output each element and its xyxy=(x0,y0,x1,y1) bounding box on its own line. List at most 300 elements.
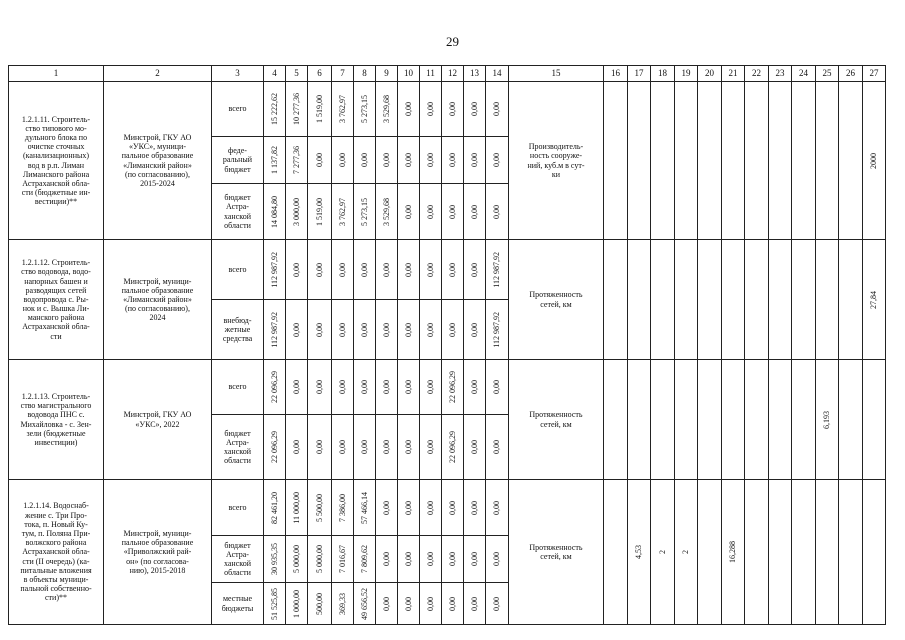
funding-row xyxy=(9,360,886,415)
funding-cell xyxy=(420,240,442,300)
column-number: 15 xyxy=(509,66,604,82)
funding-cell xyxy=(354,240,376,300)
column-number: 17 xyxy=(628,66,651,82)
funding-value: 0,00 xyxy=(425,102,435,116)
funding-value: 112 987,92 xyxy=(492,311,502,348)
funding-value: 0,00 xyxy=(492,500,502,515)
funding-cell xyxy=(308,184,332,240)
column-number: 11 xyxy=(420,66,442,82)
funding-source: всего xyxy=(212,82,264,137)
funding-value: 0,00 xyxy=(492,596,502,611)
funding-cell xyxy=(486,480,509,536)
indicator-year-cell xyxy=(628,82,651,240)
funding-cell xyxy=(354,184,376,240)
funding-cell xyxy=(442,82,464,137)
funding-cell xyxy=(286,480,308,536)
funding-cell xyxy=(398,184,420,240)
funding-value: 0,00 xyxy=(359,380,369,394)
indicator-year-cell xyxy=(816,480,839,625)
indicator-year-cell xyxy=(745,240,769,360)
funding-value: 0,00 xyxy=(291,440,301,454)
page-number: 29 xyxy=(446,34,459,49)
funding-value: 5 273,15 xyxy=(359,197,369,226)
funding-value: 0,00 xyxy=(492,440,502,454)
funding-cell xyxy=(464,480,486,536)
funding-source: всего xyxy=(212,240,264,300)
funding-value: 5 273,15 xyxy=(359,95,369,123)
funding-value: 0,00 xyxy=(403,102,413,116)
column-number: 18 xyxy=(651,66,675,82)
funding-value: 0,00 xyxy=(492,102,502,116)
funding-source: местные бюджеты xyxy=(212,583,264,625)
funding-cell xyxy=(420,480,442,536)
funding-value: 112 987,92 xyxy=(269,311,279,348)
funding-cell xyxy=(376,415,398,480)
funding-cell xyxy=(354,415,376,480)
funding-cell xyxy=(464,82,486,137)
funding-row xyxy=(9,240,886,300)
indicator-year-cell xyxy=(698,240,722,360)
funding-value: 0,00 xyxy=(381,440,391,454)
indicator-year-cell xyxy=(675,82,698,240)
funding-value: 0,00 xyxy=(492,204,502,219)
funding-value: 0,00 xyxy=(492,153,502,167)
funding-value: 1 519,00 xyxy=(314,95,324,123)
funding-cell xyxy=(264,240,286,300)
funding-value: 0,00 xyxy=(359,440,369,454)
funding-cell xyxy=(264,583,286,625)
funding-cell xyxy=(420,360,442,415)
funding-value: 0,00 xyxy=(403,500,413,515)
funding-source: бюджет Астра- ханской области xyxy=(212,536,264,583)
funding-cell xyxy=(286,137,308,184)
funding-value: 3 762,97 xyxy=(337,197,347,226)
funding-value: 11 000,00 xyxy=(291,491,301,524)
funding-cell xyxy=(286,415,308,480)
funding-cell xyxy=(376,240,398,300)
funding-cell xyxy=(264,415,286,480)
indicator-name: Протяженность сетей, км xyxy=(509,480,604,625)
funding-cell xyxy=(376,536,398,583)
funding-cell xyxy=(354,480,376,536)
indicator-year-cell xyxy=(651,82,675,240)
funding-value: 0,00 xyxy=(469,204,479,219)
indicator-year-cell xyxy=(863,82,886,240)
funding-cell xyxy=(486,583,509,625)
funding-value: 0,00 xyxy=(469,500,479,515)
funding-value: 0,00 xyxy=(403,262,413,277)
funding-cell xyxy=(398,480,420,536)
indicator-year-cell xyxy=(863,480,886,625)
indicator-year-cell xyxy=(698,82,722,240)
column-number: 7 xyxy=(332,66,354,82)
funding-cell xyxy=(442,360,464,415)
funding-cell xyxy=(486,360,509,415)
funding-cell xyxy=(464,360,486,415)
funding-cell xyxy=(332,184,354,240)
funding-value: 0,00 xyxy=(314,322,324,337)
funding-value: 0,00 xyxy=(291,322,301,337)
funding-value: 369,33 xyxy=(337,592,347,615)
funding-value: 0,00 xyxy=(337,262,347,277)
funding-value: 0,00 xyxy=(469,153,479,167)
indicator-year-cell xyxy=(604,240,628,360)
funding-cell xyxy=(308,82,332,137)
funding-value: 1 000,00 xyxy=(291,589,301,618)
funding-cell xyxy=(308,583,332,625)
indicator-year-cell xyxy=(816,82,839,240)
column-number: 13 xyxy=(464,66,486,82)
indicator-year-cell xyxy=(769,360,792,480)
measure-name: 1.2.1.11. Строитель- ство типового мо- дульного блока по очистке сточных (канализационных) вод в р.п. Лиман Лиманского района Астраханской обла- сти (бюджетные ин- вестиции)** xyxy=(9,82,104,240)
funding-cell xyxy=(264,300,286,360)
column-number: 10 xyxy=(398,66,420,82)
funding-value: 22 096,29 xyxy=(269,431,279,463)
funding-value: 0,00 xyxy=(381,153,391,167)
funding-cell xyxy=(442,300,464,360)
funding-value: 0,00 xyxy=(337,322,347,337)
funding-cell xyxy=(486,536,509,583)
funding-cell xyxy=(398,415,420,480)
funding-cell xyxy=(286,82,308,137)
indicator-year-cell xyxy=(675,480,698,625)
funding-value: 0,00 xyxy=(447,153,457,167)
funding-value: 0,00 xyxy=(381,596,391,611)
funding-value: 0,00 xyxy=(425,440,435,454)
indicator-year-cell xyxy=(792,480,816,625)
funding-cell xyxy=(264,536,286,583)
funding-value: 0,00 xyxy=(447,596,457,611)
funding-cell xyxy=(286,240,308,300)
funding-cell xyxy=(286,360,308,415)
funding-cell xyxy=(354,82,376,137)
funding-cell xyxy=(354,536,376,583)
funding-cell xyxy=(398,240,420,300)
column-number: 2 xyxy=(104,66,212,82)
funding-value: 7 016,67 xyxy=(337,545,347,573)
funding-cell xyxy=(464,137,486,184)
funding-cell xyxy=(420,184,442,240)
funding-cell xyxy=(308,480,332,536)
funding-cell xyxy=(332,82,354,137)
funding-cell xyxy=(398,82,420,137)
indicator-name: Производитель- ность сооруже- ний, куб.м в сут- ки xyxy=(509,82,604,240)
funding-cell xyxy=(464,415,486,480)
funding-cell xyxy=(398,300,420,360)
indicator-year-cell xyxy=(863,360,886,480)
funding-value: 0,00 xyxy=(425,262,435,277)
funding-value: 10 277,36 xyxy=(291,93,301,125)
indicator-year-cell xyxy=(722,360,745,480)
funding-value: 7 277,36 xyxy=(291,146,301,174)
funding-value: 0,00 xyxy=(403,204,413,219)
funding-cell xyxy=(332,300,354,360)
column-number: 27 xyxy=(863,66,886,82)
funding-cell xyxy=(398,583,420,625)
column-number: 25 xyxy=(816,66,839,82)
indicator-year-cell xyxy=(839,240,863,360)
funding-cell xyxy=(308,536,332,583)
column-number: 19 xyxy=(675,66,698,82)
funding-value: 0,00 xyxy=(337,380,347,394)
funding-cell xyxy=(442,536,464,583)
funding-value: 500,00 xyxy=(314,592,324,615)
funding-value: 14 084,80 xyxy=(269,195,279,228)
funding-value: 0,00 xyxy=(425,596,435,611)
funding-value: 15 222,62 xyxy=(269,93,279,125)
funding-value: 0,00 xyxy=(469,102,479,116)
indicator-value: 27,84 xyxy=(869,290,879,309)
measure-name: 1.2.1.13. Строитель- ство магистрального водовода ПНС с. Михайловка - с. Зен- зели (бюджетные инвестиции) xyxy=(9,360,104,480)
funding-value: 0,00 xyxy=(403,440,413,454)
funding-value: 82 461,20 xyxy=(269,491,279,524)
indicator-name: Протяженность сетей, км xyxy=(509,240,604,360)
funding-cell xyxy=(486,82,509,137)
executor: Минстрой, муници- пальное образование «Приволжский рай- он» (по согласова- нию), 2015-2018 xyxy=(104,480,212,625)
funding-value: 0,00 xyxy=(381,552,391,566)
funding-value: 0,00 xyxy=(381,262,391,277)
column-number: 20 xyxy=(698,66,722,82)
funding-value: 0,00 xyxy=(425,204,435,219)
funding-value: 0,00 xyxy=(381,322,391,337)
indicator-year-cell xyxy=(651,360,675,480)
funding-value: 0,00 xyxy=(492,552,502,566)
funding-value: 0,00 xyxy=(469,262,479,277)
funding-value: 0,00 xyxy=(425,552,435,566)
funding-value: 57 466,14 xyxy=(359,491,369,524)
funding-value: 7 809,62 xyxy=(359,545,369,573)
funding-value: 0,00 xyxy=(381,380,391,394)
indicator-year-cell xyxy=(816,240,839,360)
indicator-year-cell xyxy=(769,480,792,625)
indicator-value: 2000 xyxy=(869,152,879,169)
indicator-year-cell xyxy=(604,480,628,625)
column-number-row xyxy=(9,66,886,82)
funding-cell xyxy=(332,536,354,583)
funding-value: 0,00 xyxy=(425,322,435,337)
column-number: 8 xyxy=(354,66,376,82)
funding-cell xyxy=(264,184,286,240)
column-number: 23 xyxy=(769,66,792,82)
funding-cell xyxy=(398,536,420,583)
funding-cell xyxy=(486,415,509,480)
funding-value: 30 935,35 xyxy=(269,543,279,575)
funding-cell xyxy=(464,300,486,360)
funding-cell xyxy=(486,184,509,240)
funding-value: 0,00 xyxy=(403,596,413,611)
column-number: 4 xyxy=(264,66,286,82)
funding-value: 112 987,92 xyxy=(269,251,279,288)
funding-value: 0,00 xyxy=(359,262,369,277)
funding-value: 22 096,29 xyxy=(447,371,457,403)
funding-cell xyxy=(464,583,486,625)
indicator-year-cell xyxy=(628,360,651,480)
funding-cell xyxy=(354,583,376,625)
funding-value: 0,00 xyxy=(447,500,457,515)
funding-cell xyxy=(442,184,464,240)
funding-value: 0,00 xyxy=(469,440,479,454)
funding-cell xyxy=(332,415,354,480)
funding-value: 51 525,85 xyxy=(269,587,279,620)
funding-cell xyxy=(264,137,286,184)
funding-source: феде- ральный бюджет xyxy=(212,137,264,184)
indicator-year-cell xyxy=(745,360,769,480)
program-table xyxy=(8,65,886,625)
funding-cell xyxy=(376,184,398,240)
funding-value: 5 000,00 xyxy=(291,545,301,573)
funding-cell xyxy=(308,360,332,415)
funding-cell xyxy=(332,360,354,415)
funding-value: 0,00 xyxy=(447,102,457,116)
column-number: 5 xyxy=(286,66,308,82)
funding-value: 1 519,00 xyxy=(314,197,324,226)
indicator-year-cell xyxy=(628,480,651,625)
indicator-year-cell xyxy=(698,360,722,480)
funding-value: 3 000,00 xyxy=(291,197,301,226)
indicator-year-cell xyxy=(675,360,698,480)
column-number: 24 xyxy=(792,66,816,82)
indicator-year-cell xyxy=(604,82,628,240)
funding-value: 5 000,00 xyxy=(314,545,324,573)
executor: Минстрой, ГКУ АО «УКС», 2022 xyxy=(104,360,212,480)
funding-value: 0,00 xyxy=(337,153,347,167)
funding-value: 0,00 xyxy=(314,440,324,454)
funding-value: 49 656,52 xyxy=(359,587,369,620)
column-number: 26 xyxy=(839,66,863,82)
funding-value: 0,00 xyxy=(291,262,301,277)
funding-value: 7 386,00 xyxy=(337,493,347,522)
measure-name: 1.2.1.14. Водоснаб- жение с. Три Про- тока, п. Новый Ку- тум, п. Поляна При- волжского района Астраханской обла- сти (II очередь) (ка- питальные вложения в объекты муници- пальной собственно- сти)** xyxy=(9,480,104,625)
funding-cell xyxy=(376,583,398,625)
funding-value: 0,00 xyxy=(425,500,435,515)
indicator-value: 2 xyxy=(657,550,667,554)
indicator-year-cell xyxy=(604,360,628,480)
indicator-year-cell xyxy=(839,480,863,625)
funding-cell xyxy=(420,536,442,583)
funding-cell xyxy=(442,480,464,536)
funding-cell xyxy=(332,240,354,300)
funding-cell xyxy=(286,300,308,360)
funding-value: 0,00 xyxy=(359,322,369,337)
funding-cell xyxy=(442,240,464,300)
column-number: 21 xyxy=(722,66,745,82)
executor: Минстрой, муници- пальное образование «Лиманский район» (по согласованию), 2024 xyxy=(104,240,212,360)
funding-value: 22 096,29 xyxy=(269,371,279,403)
funding-value: 0,00 xyxy=(469,380,479,394)
funding-value: 3 529,68 xyxy=(381,95,391,123)
column-number: 3 xyxy=(212,66,264,82)
funding-cell xyxy=(486,300,509,360)
funding-cell xyxy=(286,536,308,583)
funding-value: 0,00 xyxy=(403,380,413,394)
column-number: 6 xyxy=(308,66,332,82)
funding-cell xyxy=(464,536,486,583)
funding-cell xyxy=(308,240,332,300)
column-number: 22 xyxy=(745,66,769,82)
funding-value: 0,00 xyxy=(403,153,413,167)
funding-cell xyxy=(464,240,486,300)
funding-value: 0,00 xyxy=(314,380,324,394)
funding-value: 0,00 xyxy=(291,380,301,394)
funding-value: 0,00 xyxy=(403,552,413,566)
indicator-value: 16,288 xyxy=(728,541,738,563)
funding-cell xyxy=(420,137,442,184)
funding-cell xyxy=(420,583,442,625)
indicator-year-cell xyxy=(839,360,863,480)
funding-cell xyxy=(308,300,332,360)
indicator-year-cell xyxy=(651,480,675,625)
funding-source: всего xyxy=(212,480,264,536)
column-number: 1 xyxy=(9,66,104,82)
funding-cell xyxy=(354,300,376,360)
funding-cell xyxy=(332,583,354,625)
indicator-year-cell xyxy=(792,82,816,240)
funding-cell xyxy=(332,137,354,184)
indicator-year-cell xyxy=(722,240,745,360)
funding-value: 0,00 xyxy=(469,596,479,611)
funding-value: 3 762,97 xyxy=(337,95,347,123)
funding-cell xyxy=(286,184,308,240)
indicator-year-cell xyxy=(863,240,886,360)
funding-value: 0,00 xyxy=(403,322,413,337)
column-number: 14 xyxy=(486,66,509,82)
indicator-year-cell xyxy=(628,240,651,360)
funding-cell xyxy=(376,360,398,415)
indicator-value: 4,53 xyxy=(634,545,644,559)
indicator-year-cell xyxy=(745,82,769,240)
funding-value: 0,00 xyxy=(381,500,391,515)
indicator-year-cell xyxy=(816,360,839,480)
funding-value: 0,00 xyxy=(425,380,435,394)
funding-cell xyxy=(308,415,332,480)
funding-value: 3 529,68 xyxy=(381,197,391,226)
funding-value: 0,00 xyxy=(314,262,324,277)
funding-source: всего xyxy=(212,360,264,415)
indicator-year-cell xyxy=(792,240,816,360)
funding-cell xyxy=(420,415,442,480)
funding-cell xyxy=(286,583,308,625)
funding-value: 0,00 xyxy=(469,552,479,566)
funding-cell xyxy=(420,82,442,137)
funding-cell xyxy=(354,360,376,415)
indicator-year-cell xyxy=(651,240,675,360)
funding-value: 0,00 xyxy=(447,262,457,277)
indicator-year-cell xyxy=(839,82,863,240)
funding-row xyxy=(9,480,886,536)
indicator-year-cell xyxy=(698,480,722,625)
funding-value: 0,00 xyxy=(447,204,457,219)
funding-row xyxy=(9,82,886,137)
funding-source: бюджет Астра- ханской области xyxy=(212,184,264,240)
funding-cell xyxy=(420,300,442,360)
measure-name: 1.2.1.12. Строитель- ство водовода, водо- напорных башен и разводящих сетей водопровода с. Ры- нок и с. Вышка Ли- манского района Астраханской обла- сти xyxy=(9,240,104,360)
funding-cell xyxy=(486,240,509,300)
funding-cell xyxy=(442,137,464,184)
funding-value: 0,00 xyxy=(359,153,369,167)
funding-value: 112 987,92 xyxy=(492,251,502,288)
funding-cell xyxy=(332,480,354,536)
executor: Минстрой, ГКУ АО «УКС», муници- пальное образование «Лиманский район» (по согласованию), 2015-2024 xyxy=(104,82,212,240)
funding-cell xyxy=(264,82,286,137)
funding-value: 0,00 xyxy=(492,380,502,394)
indicator-year-cell xyxy=(792,360,816,480)
indicator-value: 2 xyxy=(681,550,691,554)
funding-cell xyxy=(376,137,398,184)
funding-value: 0,00 xyxy=(447,552,457,566)
funding-cell xyxy=(486,137,509,184)
indicator-year-cell xyxy=(722,82,745,240)
funding-cell xyxy=(398,137,420,184)
